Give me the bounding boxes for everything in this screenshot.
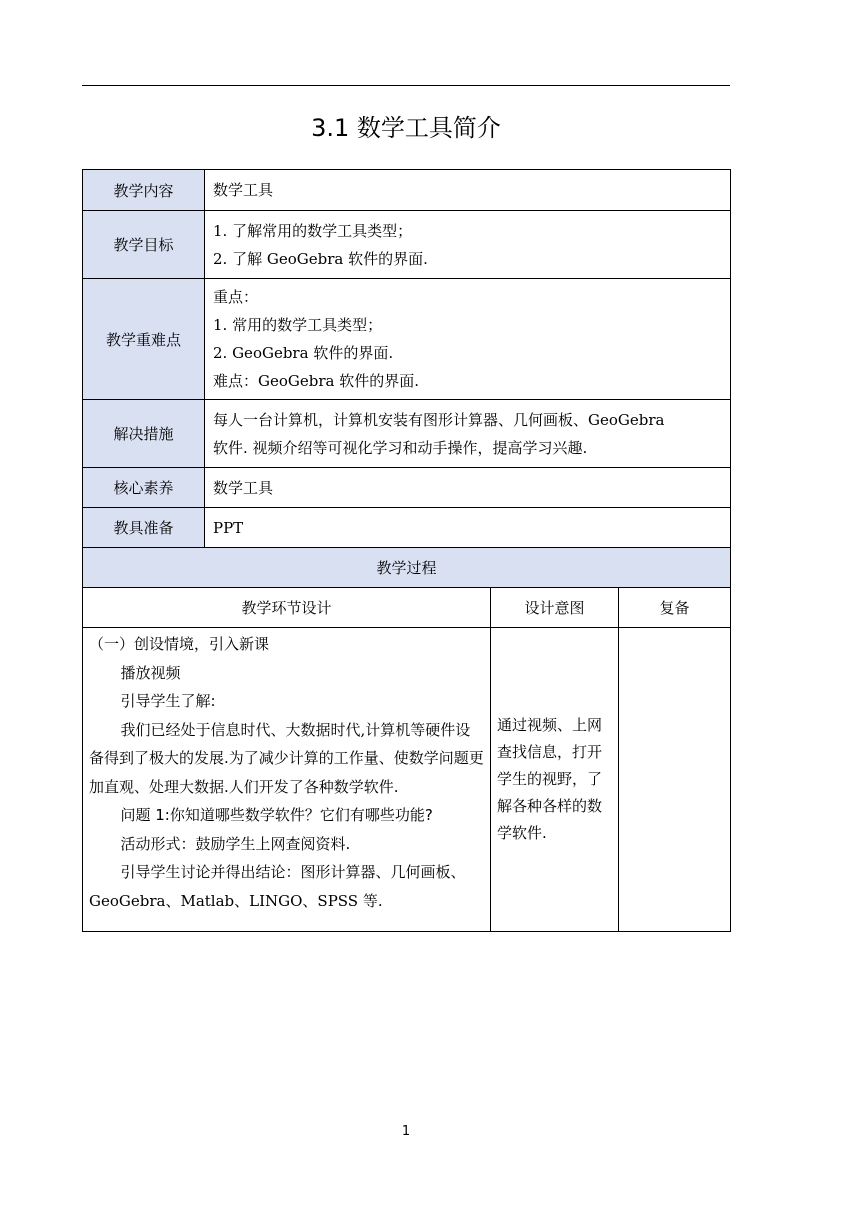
label-teaching-objectives: 教学目标 — [83, 211, 205, 279]
value-teaching-objectives: 1. 了解常用的数学工具类型； 2. 了解 GeoGebra 软件的界面. — [205, 211, 731, 279]
page-title: 3.1 数学工具简介 — [311, 114, 501, 142]
guide-label: 引导学生了解: — [120, 692, 216, 710]
info-row-core-literacy — [83, 468, 731, 508]
info-row-objectives — [83, 211, 731, 279]
label-core-literacy: 核心素养 — [83, 468, 205, 508]
activity-text: 鼓励学生上网查阅资料. — [195, 834, 351, 853]
conclusion-label: 引导学生讨论并得出结论： — [120, 863, 301, 881]
question-text: 你知道哪些数学软件？它们有哪些功能? — [169, 806, 433, 824]
header-lesson-design: 教学环节设计 — [83, 588, 491, 628]
header-rule — [82, 85, 730, 86]
design-intent-cell — [491, 628, 619, 932]
lesson-plan-table — [82, 169, 731, 932]
process-band-row — [83, 548, 731, 588]
section-title: （一）创设情境，引入新课 — [89, 635, 270, 653]
process-content-row — [83, 628, 731, 932]
process-header-row — [83, 588, 731, 628]
value-key-points: 重点： 1. 常用的数学工具类型； 2. GeoGebra 软件的界面. 难点：GeoGebra 软件的界面. — [205, 279, 731, 400]
header-design-intent: 设计意图 — [491, 588, 619, 628]
label-measures: 解决措施 — [83, 400, 205, 468]
conclusion-text: 图形计算器、几何画板、GeoGebra、Matlab、LINGO、SPSS 等. — [89, 863, 466, 910]
activity-paragraph — [89, 830, 484, 859]
page-number: 1 — [401, 1124, 411, 1139]
conclusion-paragraph — [89, 858, 484, 915]
info-row-aids — [83, 508, 731, 548]
label-teaching-content: 教学内容 — [83, 170, 205, 211]
value-core-literacy: 数学工具 — [205, 468, 731, 508]
review-cell — [619, 628, 731, 932]
play-video-text: 播放视频 — [120, 663, 181, 682]
info-row-measures — [83, 400, 731, 468]
activity-label: 活动形式： — [120, 834, 196, 853]
info-row-key-points — [83, 279, 731, 400]
value-teaching-content: 数学工具 — [205, 170, 731, 211]
teaching-process-heading: 教学过程 — [83, 548, 731, 588]
label-key-points: 教学重难点 — [83, 279, 205, 400]
design-intent-text: 通过视频、上网查找信息，打开学生的视野，了解各种各样的数学软件. — [497, 716, 603, 842]
value-teaching-aids: PPT — [205, 508, 731, 548]
header-review: 复备 — [619, 588, 731, 628]
label-teaching-aids: 教具准备 — [83, 508, 205, 548]
question-label: 问题 1: — [120, 806, 170, 824]
info-row-content — [83, 170, 731, 211]
value-measures: 每人一台计算机，计算机安装有图形计算器、几何画板、GeoGebra 软件. 视频介绍等可视化学习和动手操作，提高学习兴趣. — [205, 400, 731, 468]
question-paragraph — [89, 801, 484, 830]
intro-paragraph: 我们已经处于信息时代、大数据时代,计算机等硬件设备得到了极大的发展.为了减少计算的工作量、使数学问题更加直观、处理大数据.人们开发了各种数学软件. — [89, 720, 484, 796]
lesson-design-cell — [83, 628, 491, 932]
